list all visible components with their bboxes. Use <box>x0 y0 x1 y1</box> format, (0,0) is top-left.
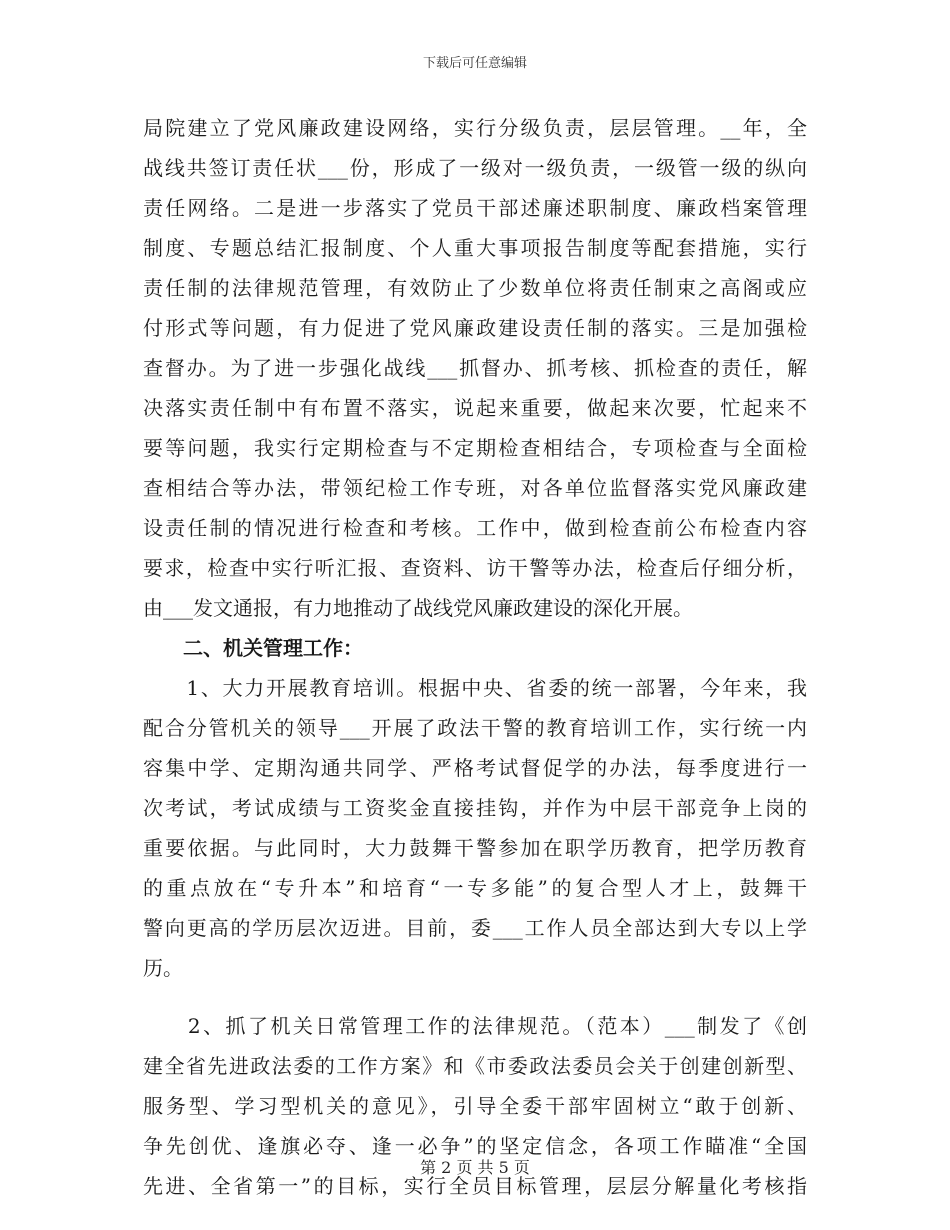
page-number: 第 2 页 共 5 页 <box>420 1158 530 1177</box>
text-line: 历。 <box>143 956 183 980</box>
text-line: 战线共签订责任状___份，形成了一级对一级负责，一级管一级的纵向 <box>143 156 807 180</box>
text-line: 责任网络。二是进一步落实了党员干部述廉述职制度、廉政档案管理 <box>143 196 807 220</box>
text-line: 建全省先进政法委的工作方案》和《市委政法委员会关于创建创新型、 <box>143 1054 807 1078</box>
text-line: 由___发文通报，有力地推动了战线党风廉政建设的深化开展。 <box>143 596 693 620</box>
text-line: 警向更高的学历层次迈进。目前，委___工作人员全部达到大专以上学 <box>143 916 807 940</box>
text-line: 1、大力开展教育培训。根据中央、省委的统一部署，今年来，我 <box>143 676 807 700</box>
section-heading: 二、机关管理工作： <box>183 636 363 660</box>
paragraph-1 <box>143 108 807 628</box>
text-line: 争先创优、逢旗必夺、逢一必争”的坚定信念，各项工作瞄准“全国 <box>143 1134 807 1158</box>
text-line: 设责任制的情况进行检查和考核。工作中，做到检查前公布检查内容 <box>143 516 807 540</box>
text-line: 容集中学、定期沟通共同学、严格考试督促学的办法，每季度进行一 <box>143 756 807 780</box>
text-line: 次考试，考试成绩与工资奖金直接挂钩，并作为中层干部竞争上岗的 <box>143 796 807 820</box>
text-line: 要等问题，我实行定期检查与不定期检查相结合，专项检查与全面检 <box>143 436 807 460</box>
document-body <box>143 108 807 1206</box>
text-line: 配合分管机关的领导___开展了政法干警的教育培训工作，实行统一内 <box>143 716 807 740</box>
text-line: 要求，检查中实行听汇报、查资料、访干警等办法，检查后仔细分析， <box>143 556 807 580</box>
paragraph-spacer <box>143 988 807 1006</box>
text-line: 查督办。为了进一步强化战线___抓督办、抓考核、抓检查的责任，解 <box>143 356 807 380</box>
text-line: 责任制的法律规范管理，有效防止了少数单位将责任制束之高阁或应 <box>143 276 807 300</box>
text-line: 先进、全省第一”的目标，实行全员目标管理，层层分解量化考核指 <box>143 1174 807 1198</box>
text-line: 决落实责任制中有布置不落实，说起来重要，做起来次要，忙起来不 <box>143 396 807 420</box>
text-line: 的重点放在“专升本”和培育“一专多能”的复合型人才上，鼓舞干 <box>143 876 807 900</box>
text-line: 局院建立了党风廉政建设网络，实行分级负责，层层管理。__年，全 <box>143 116 807 140</box>
text-line: 查相结合等办法，带领纪检工作专班，对各单位监督落实党风廉政建 <box>143 476 807 500</box>
text-line: 重要依据。与此同时，大力鼓舞干警参加在职学历教育，把学历教育 <box>143 836 807 860</box>
text-line: 服务型、学习型机关的意见》，引导全委干部牢固树立“敢于创新、 <box>143 1094 807 1118</box>
text-line: 2、抓了机关日常管理工作的法律规范。（范本）___制发了《创 <box>143 1014 807 1038</box>
text-line: 付形式等问题，有力促进了党风廉政建设责任制的落实。三是加强检 <box>143 316 807 340</box>
paragraph-2 <box>143 668 807 988</box>
page-header-note: 下载后可任意编辑 <box>422 56 527 71</box>
text-line: 制度、专题总结汇报制度、个人重大事项报告制度等配套措施，实行 <box>143 236 807 260</box>
